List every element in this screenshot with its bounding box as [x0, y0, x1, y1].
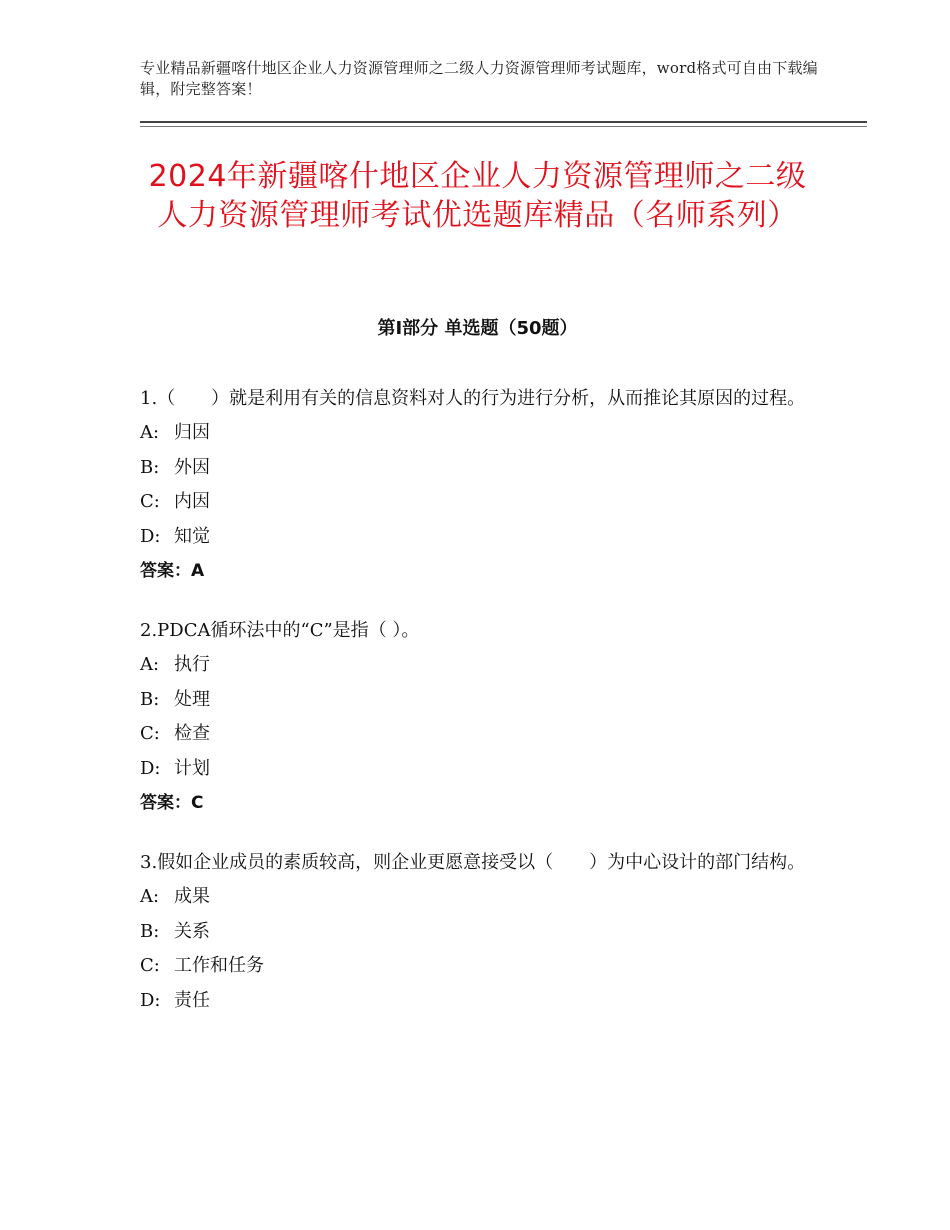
header-note: 专业精品新疆喀什地区企业人力资源管理师之二级人力资源管理师考试题库，word格式可自由下载编辑，附完整答案！	[140, 59, 818, 98]
question-stem: 3.假如企业成员的素质较高，则企业更愿意接受以（ ）为中心设计的部门结构。	[140, 852, 806, 873]
option-letter: A:	[140, 886, 160, 907]
header-rule-thick	[140, 121, 867, 123]
option-b	[140, 451, 820, 486]
option-text: 执行	[174, 654, 210, 675]
option-a	[140, 648, 820, 683]
option-c	[140, 949, 820, 984]
answer: 答案：A	[140, 561, 205, 581]
option-text: 关系	[174, 920, 210, 942]
option-text: 处理	[174, 688, 210, 710]
option-letter: A:	[140, 422, 160, 443]
option-text: 计划	[174, 757, 210, 779]
option-letter: C:	[140, 955, 160, 976]
option-letter: D:	[140, 525, 161, 547]
document-title: 2024年新疆喀什地区企业人力资源管理师之二级人力资源管理师考试优选题库精品（名师系列）	[148, 159, 807, 233]
question-2	[140, 614, 820, 820]
option-letter: C:	[140, 723, 160, 744]
option-letter: B:	[140, 688, 160, 710]
option-d	[140, 520, 820, 555]
option-c	[140, 485, 820, 520]
option-text: 责任	[174, 989, 210, 1011]
answer: 答案：C	[140, 793, 204, 813]
option-a	[140, 416, 820, 451]
option-text: 归因	[174, 422, 210, 443]
option-d	[140, 984, 820, 1019]
header-rule-thin	[140, 126, 867, 127]
option-text: 内因	[174, 491, 210, 512]
option-text: 成果	[174, 886, 210, 907]
option-letter: D:	[140, 989, 161, 1011]
option-c	[140, 717, 820, 752]
question-3	[140, 846, 820, 1018]
option-text: 外因	[174, 456, 210, 478]
section-title: 第Ⅰ部分 单选题（50题）	[377, 318, 578, 339]
option-letter: B:	[140, 920, 160, 942]
option-b	[140, 915, 820, 950]
option-letter: C:	[140, 491, 160, 512]
option-d	[140, 752, 820, 787]
option-letter: A:	[140, 654, 160, 675]
option-letter: D:	[140, 757, 161, 779]
option-text: 检查	[174, 723, 210, 744]
option-a	[140, 880, 820, 915]
option-letter: B:	[140, 456, 160, 478]
option-text: 知觉	[174, 525, 210, 547]
option-text: 工作和任务	[174, 955, 264, 976]
question-list	[140, 382, 820, 1044]
question-1	[140, 382, 820, 588]
question-stem: 1.（ ）就是利用有关的信息资料对人的行为进行分析，从而推论其原因的过程。	[140, 388, 806, 409]
question-stem: 2.PDCA循环法中的“C”是指（ ）。	[140, 620, 420, 641]
option-b	[140, 683, 820, 718]
